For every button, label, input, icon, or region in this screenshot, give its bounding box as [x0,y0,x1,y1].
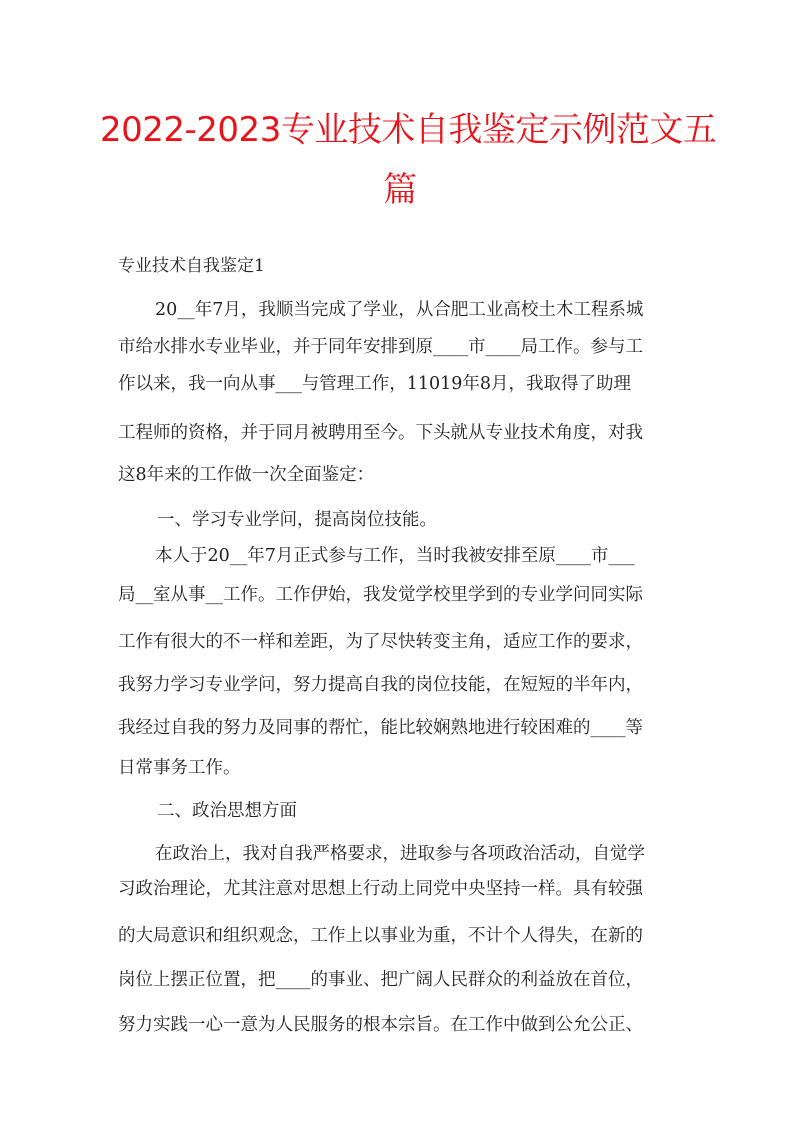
paragraph-line: 岗位上摆正位置，把____的事业、把广阔人民群众的利益放在首位， [118,970,643,990]
paragraph-line: 我经过自我的努力及同事的帮忙，能比较娴熟地进行较困难的____等 [118,718,643,738]
paragraph-line: 局__室从事__工作。工作伊始，我发觉学校里学到的专业学问同实际 [118,585,643,605]
paragraph-line: 工程师的资格，并于同月被聘用至今。下头就从专业技术角度，对我 [118,423,643,443]
paragraph-line: 努力实践一心一意为人民服务的根本宗旨。在工作中做到公允公正、 [118,1015,643,1035]
section-heading: 专业技术自我鉴定1 [118,256,265,276]
paragraph-line: 作以来，我一向从事___与管理工作，11019年8月，我取得了助理 [118,374,632,394]
paragraph-line: 市给水排水专业毕业，并于同年安排到原____市____局工作。参与工 [118,337,643,357]
paragraph-line: 工作有很大的不一样和差距，为了尽快转变主角，适应工作的要求， [118,632,643,652]
paragraph-line: 本人于20__年7月正式参与工作，当时我被安排至原____市___ [155,546,635,566]
paragraph-line: 我努力学习专业学问，努力提高自我的岗位技能，在短短的半年内， [118,675,643,695]
paragraph-line: 日常事务工作。 [118,758,241,778]
paragraph-line: 的大局意识和组织观念，工作上以事业为重，不计个人得失，在新的 [118,926,643,946]
paragraph-line: 20__年7月，我顺当完成了学业，从合肥工业高校土木工程系城 [155,300,644,320]
paragraph-line: 这8年来的工作做一次全面鉴定： [118,465,375,485]
subsection-heading: 一、学习专业学问，提高岗位技能。 [157,510,437,530]
document-title-line-1: 2022-2023专业技术自我鉴定示例范文五 [100,110,717,150]
document-title-line-2: 篇 [383,170,417,210]
subsection-heading: 二、政治思想方面 [157,801,297,821]
paragraph-line: 在政治上，我对自我严格要求，进取参与各项政治活动，自觉学 [155,844,645,864]
paragraph-line: 习政治理论，尤其注意对思想上行动上同党中央坚持一样。具有较强 [118,879,643,899]
